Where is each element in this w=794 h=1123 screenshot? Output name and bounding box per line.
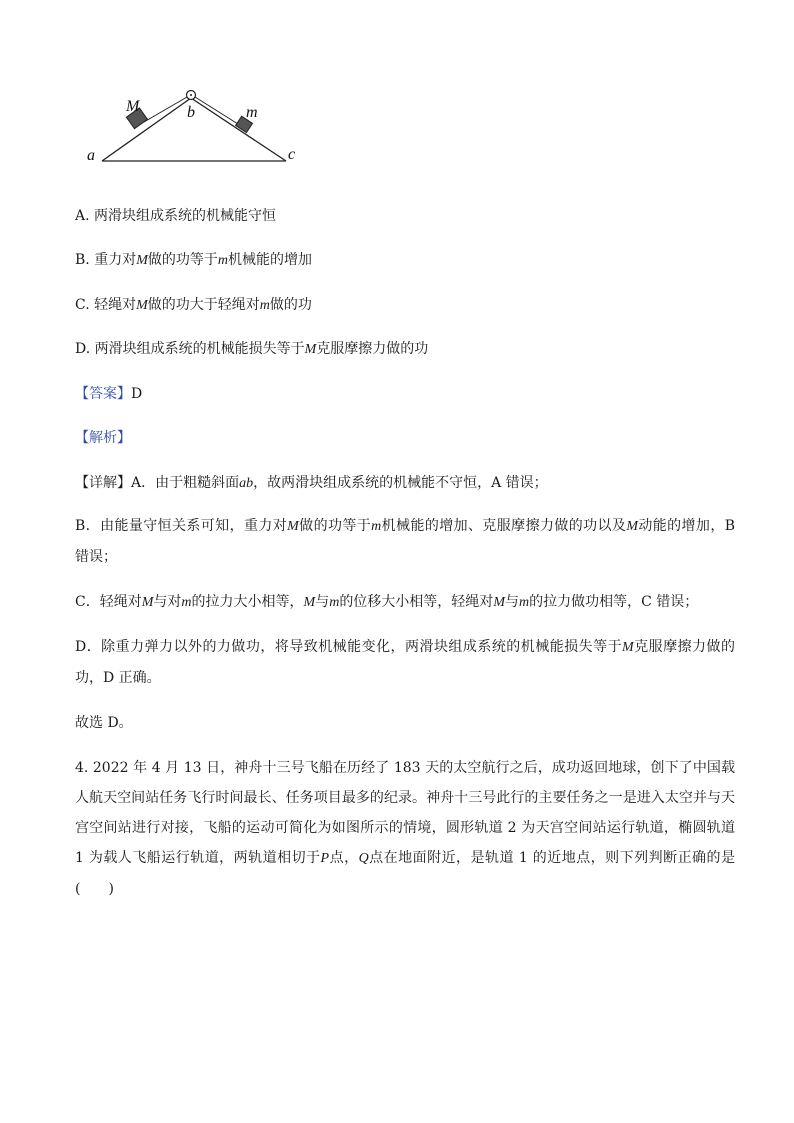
variable-ab: ab: [239, 476, 254, 491]
label-m: m: [246, 104, 258, 121]
variable-m: m: [329, 595, 340, 610]
analysis-label: 【解析】: [75, 430, 131, 446]
variable-m: m: [518, 595, 530, 610]
answer-line: [75, 385, 142, 403]
option-text: 做的功等于: [147, 252, 218, 268]
detail-text: 做的功等于: [298, 518, 372, 534]
option-b: [75, 251, 312, 270]
question-text: 点在地面附近，是轨道 1 的近地点，则下列判断正确的是( ): [75, 850, 736, 897]
answer-value: D: [131, 386, 143, 402]
detail-b: [75, 511, 735, 572]
detail-text: 的拉力做功相等，C 错误；: [529, 594, 699, 610]
rope-right: [195, 97, 238, 124]
variable-M: M: [136, 253, 148, 268]
option-text: 做的功大于轻绳对: [147, 297, 260, 313]
conclusion-line: 故选 D。: [75, 715, 133, 731]
label-M: M: [126, 98, 140, 115]
label-b: b: [187, 104, 195, 121]
incline-diagram: [80, 84, 310, 174]
detail-text: 与: [315, 594, 330, 610]
variable-M: M: [304, 342, 317, 357]
detail-text: 的拉力大小相等，: [191, 594, 304, 610]
label-c: c: [288, 146, 296, 163]
variable-M: M: [493, 595, 505, 610]
variable-M: M: [622, 640, 634, 655]
analysis-line: [75, 429, 131, 447]
rope-left: [144, 97, 187, 122]
option-text: 两滑块组成系统的机械能守恒: [94, 208, 277, 224]
question-text: 点，: [329, 850, 359, 866]
option-c: [75, 296, 312, 315]
variable-m: m: [371, 519, 382, 534]
detail-a: [75, 474, 548, 493]
slope-bc: [191, 98, 286, 161]
detail-text: ，故两滑块组成系统的机械能不守恒，A 错误；: [253, 475, 548, 491]
pulley-axle: [190, 94, 192, 96]
option-a: [75, 207, 276, 225]
variable-M: M: [303, 595, 316, 610]
option-text: 两滑块组成系统的机械能损失等于: [94, 341, 305, 357]
variable-m: m: [259, 298, 270, 313]
option-letter: B.: [75, 252, 90, 268]
variable-M: M: [141, 595, 154, 610]
question-4: [75, 753, 735, 904]
variable-Q: Q: [358, 851, 369, 866]
option-letter: D.: [75, 341, 91, 357]
detail-d: [75, 632, 735, 693]
detail-label: 【详解】: [75, 475, 131, 491]
option-letter: C.: [75, 297, 90, 313]
detail-text: 与对: [153, 594, 182, 610]
slope-ab: [102, 98, 191, 161]
incline-figure: [80, 84, 310, 174]
option-d: [75, 340, 428, 359]
variable-m: m: [181, 595, 192, 610]
detail-text: D．除重力弹力以外的力做功，将导致机械能变化，两滑块组成系统的机械能损失等于: [75, 639, 623, 655]
variable-M: M: [287, 519, 299, 534]
detail-text: 克服摩擦力做的功，D 正确。: [75, 639, 735, 686]
detail-c: [75, 593, 698, 612]
detail-text: A．由于粗糙斜面: [131, 475, 240, 491]
variable-m: m: [217, 253, 228, 268]
detail-text: B．由能量守恒关系可知，重力对: [75, 518, 288, 534]
option-text: 重力对: [94, 252, 137, 268]
detail-text: 的位移大小相等，轻绳对: [339, 594, 494, 610]
variable-M: M: [136, 298, 148, 313]
option-text: 轻绳对: [94, 297, 137, 313]
detail-text: 动能的增加，B 错误；: [75, 518, 736, 565]
detail-text: C．轻绳对: [75, 594, 142, 610]
variable-M: M: [626, 519, 638, 534]
option-text: 做的功: [269, 297, 312, 313]
detail-text: 与: [504, 594, 519, 610]
option-text: 克服摩擦力做的功: [316, 341, 429, 357]
variable-P: P: [320, 851, 330, 866]
label-a: a: [87, 147, 95, 164]
question-text: 4. 2022 年 4 月 13 日，神舟十三号飞船在历经了 183 天的太空航行之后，成功返回地球，创下了中国载人航天空间站任务飞行时间最长、任务项目最多的纪录。神舟十三号此行的主要任务之一是进入太空并与天宫空间站进行对接，飞船的运动可简化为如图所示的情境，圆形轨道 2 为天宫空间站运行轨道，椭圆轨道 1 为载人飞船运行轨道，两轨道相切于: [75, 760, 735, 866]
answer-label: 【答案】: [75, 386, 131, 402]
option-letter: A.: [75, 208, 90, 224]
option-text: 机械能的增加: [228, 252, 312, 268]
detail-text: 机械能的增加、克服摩擦力做的功以及: [381, 518, 627, 534]
